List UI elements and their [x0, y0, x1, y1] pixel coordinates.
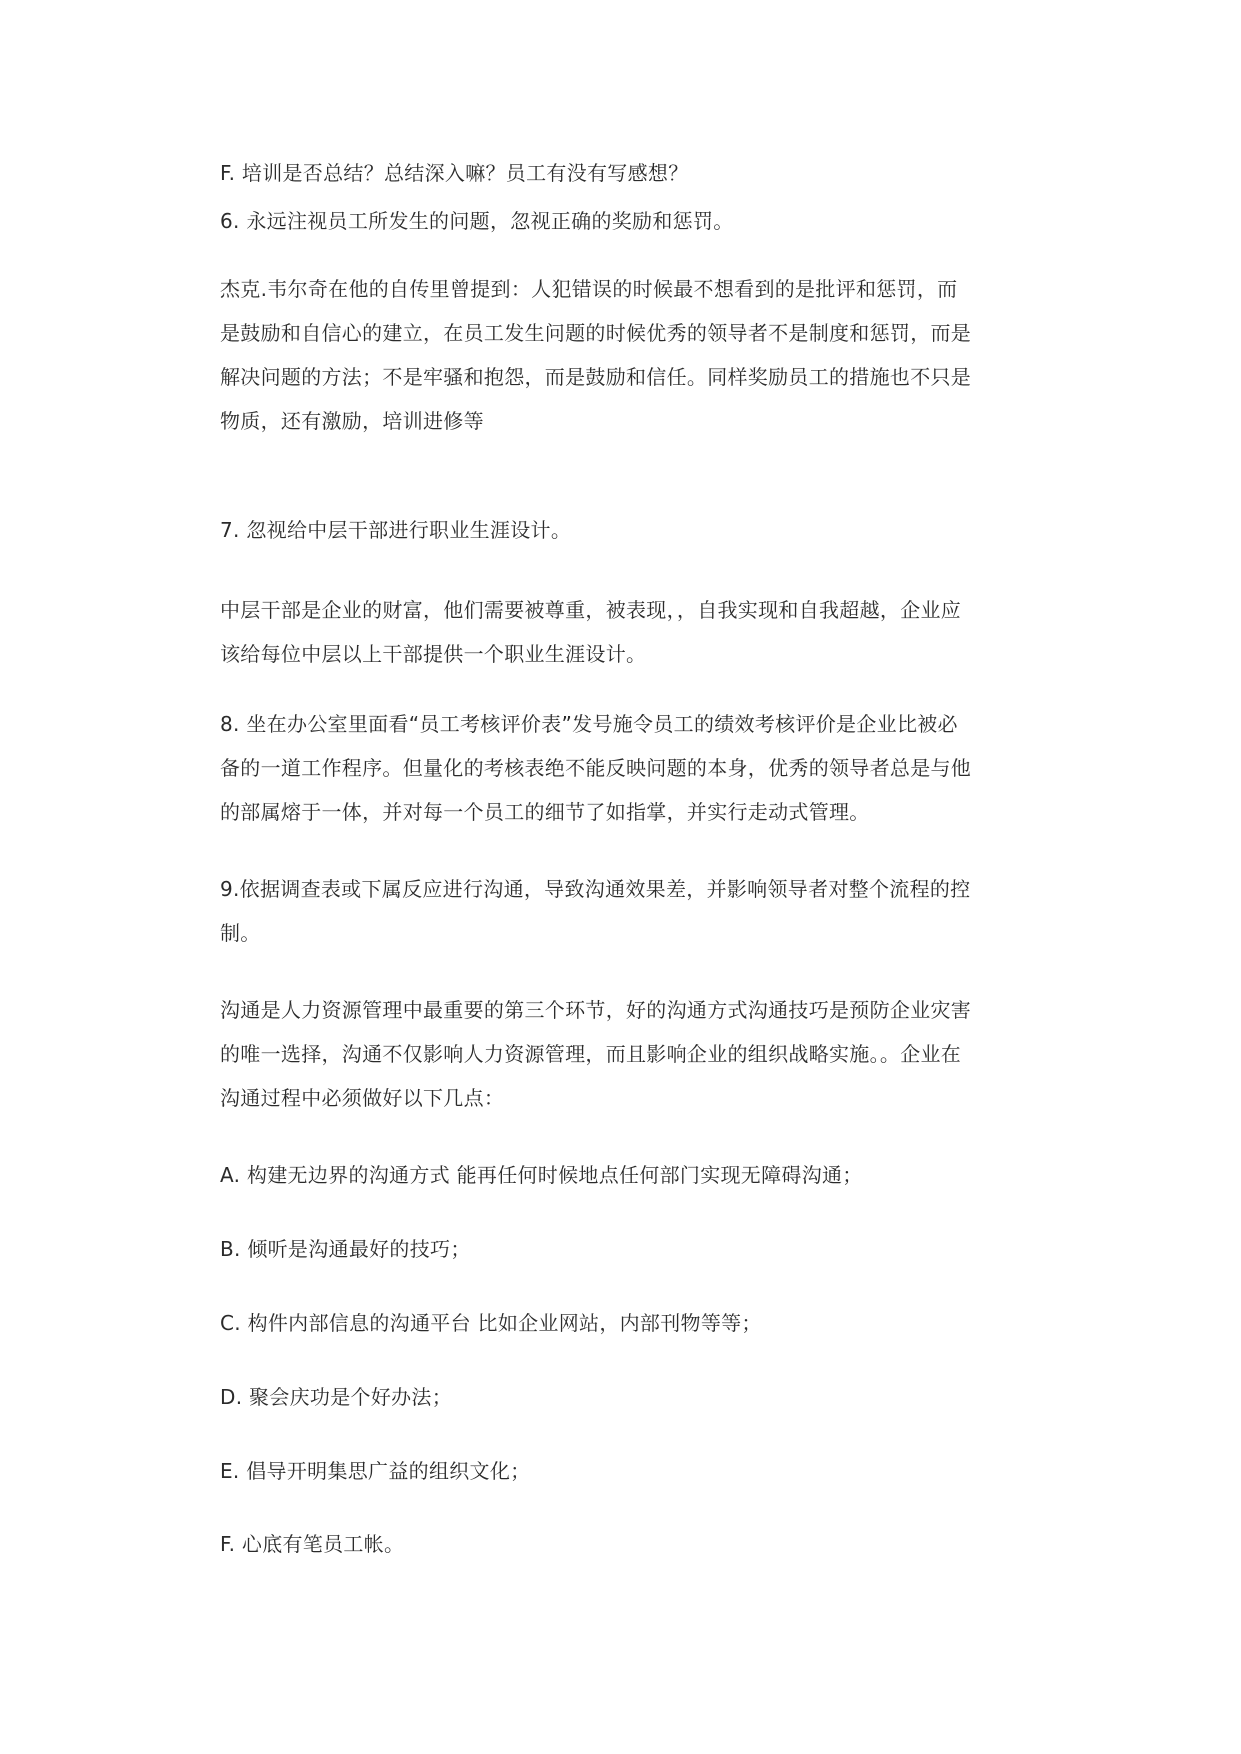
paragraph-jack-welch: [220, 267, 1030, 443]
list-item-d: [220, 1375, 1030, 1419]
text-line: 解决问题的方法；不是牢骚和抱怨，而是鼓励和信任。同样奖励员工的措施也不只是: [220, 365, 972, 389]
list-item-f: [220, 1522, 1030, 1566]
text-line: 沟通过程中必须做好以下几点：: [220, 1086, 505, 1110]
paragraph-item-8: [220, 702, 1030, 834]
paragraph-training-summary: [220, 151, 1030, 195]
list-item-e: [220, 1449, 1030, 1493]
text-line: 备的一道工作程序。但量化的考核表绝不能反映问题的本身，优秀的领导者总是与他: [220, 756, 972, 780]
text-line: 7. 忽视给中层干部进行职业生涯设计。: [220, 518, 572, 542]
text-line: 的唯一选择，沟通不仅影响人力资源管理，而且影响企业的组织战略实施。。企业在: [220, 1042, 962, 1066]
text-line: 制。: [220, 921, 261, 945]
list-item-a: [220, 1153, 1030, 1197]
text-line: B. 倾听是沟通最好的技巧；: [220, 1237, 471, 1261]
paragraph-middle-managers: [220, 588, 1030, 676]
list-item-c: [220, 1301, 1030, 1345]
text-line: E. 倡导开明集思广益的组织文化；: [220, 1459, 531, 1483]
text-line: 是鼓励和自信心的建立，在员工发生问题的时候优秀的领导者不是制度和惩罚，而是: [220, 321, 972, 345]
text-line: D. 聚会庆功是个好办法；: [220, 1385, 453, 1409]
text-line: 杰克.韦尔奇在他的自传里曾提到：人犯错误的时候最不想看到的是批评和惩罚，而: [220, 277, 958, 301]
text-line: F. 培训是否总结？总结深入嘛？员工有没有写感想？: [220, 161, 689, 185]
paragraph-item-9: [220, 867, 1030, 955]
text-line: 8. 坐在办公室里面看“员工考核评价表”发号施令员工的绩效考核评价是企业比被必: [220, 712, 958, 736]
text-line: F. 心底有笔员工帐。: [220, 1532, 405, 1556]
heading-item-6: [220, 199, 1030, 243]
text-line: 该给每位中层以上干部提供一个职业生涯设计。: [220, 642, 647, 666]
paragraph-communication: [220, 988, 1030, 1120]
text-line: A. 构建无边界的沟通方式 能再任何时候地点任何部门实现无障碍沟通；: [220, 1163, 863, 1187]
text-line: 6. 永远注视员工所发生的问题，忽视正确的奖励和惩罚。: [220, 209, 734, 233]
text-line: 沟通是人力资源管理中最重要的第三个环节，好的沟通方式沟通技巧是预防企业灾害: [220, 998, 972, 1022]
text-line: 物质，还有激励，培训进修等: [220, 409, 484, 433]
text-line: 的部属熔于一体，并对每一个员工的细节了如指掌，并实行走动式管理。: [220, 800, 870, 824]
text-line: 9.依据调查表或下属反应进行沟通，导致沟通效果差，并影响领导者对整个流程的控: [220, 877, 971, 901]
text-line: 中层干部是企业的财富，他们需要被尊重，被表现，，自我实现和自我超越，企业应: [220, 598, 962, 622]
heading-item-7: [220, 508, 1030, 552]
list-item-b: [220, 1227, 1030, 1271]
text-line: C. 构件内部信息的沟通平台 比如企业网站，内部刊物等等；: [220, 1311, 762, 1335]
